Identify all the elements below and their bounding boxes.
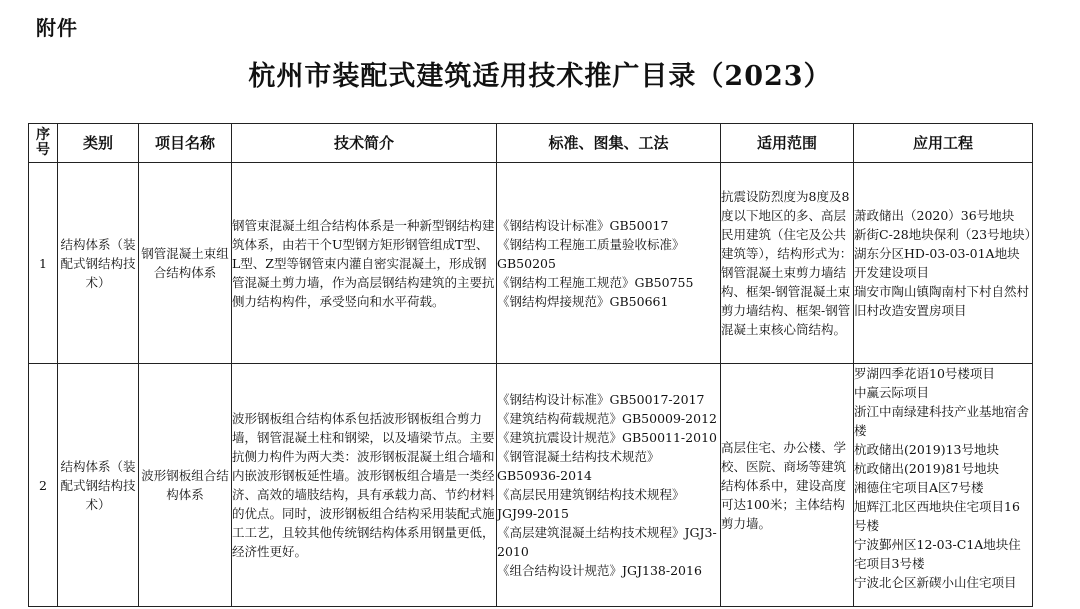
table-row: [29, 163, 1033, 364]
project-item: 罗湖四季花语10号楼项目: [854, 366, 995, 381]
column-header-projects: 应用工程: [854, 124, 1033, 163]
project-item: 湘德住宅项目A区7号楼: [854, 480, 984, 495]
table-row: [29, 364, 1033, 607]
standard-item: 《钢结构工程施工规范》GB50755: [497, 274, 694, 290]
row-tech-intro: 波形钢板组合结构体系包括波形钢板组合剪力墙，钢管混凝土柱和钢梁，以及墙梁节点。主要抗侧力构件为两大类：波形钢板混凝土组合墙和内嵌波形钢板延性墙。波形钢板组合墙是一类经济、高效的墙肢结构，具有承载力高、节约材料的优点。同时，波形钢板组合结构采用装配式施工工艺，且较其他传统钢结构体系用钢量更低，经济性更好。: [232, 364, 497, 607]
project-item: 浙江中南绿建科技产业基地宿舍楼: [854, 404, 1030, 438]
table-header-row: [29, 124, 1033, 163]
standard-item: 《建筑抗震设计规范》GB50011-2010: [497, 430, 717, 445]
project-item: 新街C-28地块保利（23号地块）: [854, 227, 1038, 242]
project-item: 瑞安市陶山镇陶南村下村自然村旧村改造安置房项目: [854, 284, 1030, 318]
standard-item: 《钢结构焊接规范》GB50661: [497, 293, 669, 309]
row-projects: [854, 364, 1033, 607]
row-standards: [497, 163, 721, 364]
standard-item: 《钢结构设计标准》GB50017: [497, 217, 669, 233]
row-standards: [497, 364, 721, 607]
row-scope: 抗震设防烈度为8度及8度以下地区的多、高层民用建筑（住宅及公共建筑等），结构形式为：钢管混凝土束剪力墙结构、框架-钢管混凝土束剪力墙结构、框架-钢管混凝土束核心筒结构。: [721, 163, 854, 364]
project-item: 宁波鄞州区12-03-C1A地块住宅项目3号楼: [854, 537, 1021, 571]
project-item: 萧政储出（2020）36号地块: [854, 208, 1015, 223]
document-title: 杭州市装配式建筑适用技术推广目录（2023）: [248, 61, 832, 92]
project-item: 杭政储出(2019)13号地块: [854, 442, 999, 457]
row-project-name: 波形钢板组合结构体系: [139, 364, 232, 607]
row-number: 1: [29, 163, 58, 364]
column-header-standards: 标准、图集、工法: [497, 124, 721, 163]
standard-item: 《高层民用建筑钢结构技术规程》JGJ99-2015: [497, 487, 685, 521]
column-header-scope: 适用范围: [721, 124, 854, 163]
standard-item: 《建筑结构荷载规范》GB50009-2012: [497, 411, 717, 426]
column-header-name: 项目名称: [139, 124, 232, 163]
technology-catalog-table: [28, 123, 1038, 607]
row-category: 结构体系（装配式钢结构技术）: [58, 364, 139, 607]
project-item: 宁波北仑区新碶小山住宅项目: [854, 575, 1017, 590]
project-item: 中赢云际项目: [854, 385, 930, 400]
row-category: 结构体系（装配式钢结构技术）: [58, 163, 139, 364]
standard-item: 《钢结构工程施工质量验收标准》GB50205: [497, 236, 685, 271]
standard-item: 《钢结构设计标准》GB50017-2017: [497, 392, 705, 407]
standard-item: 《钢管混凝土结构技术规范》GB50936-2014: [497, 449, 660, 483]
attachment-label: 附件: [36, 16, 78, 40]
project-item: 湖东分区HD-03-03-01A地块开发建设项目: [854, 246, 1020, 280]
row-projects: [854, 163, 1038, 364]
row-tech-intro: 钢管束混凝土组合结构体系是一种新型钢结构建筑体系，由若干个U型钢方矩形钢管组成T型、L型、Z型等钢管束内灌自密实混凝土，形成钢管混凝土剪力墙，作为高层钢结构建筑的主要抗侧力结构构件，承受竖向和水平荷载。: [232, 163, 497, 364]
project-item: 杭政储出(2019)81号地块: [854, 461, 999, 476]
standard-item: 《高层建筑混凝土结构技术规程》JGJ3-2010: [497, 525, 717, 559]
row-scope: 高层住宅、办公楼、学校、医院、商场等建筑结构体系中，建设高度可达100米；主体结构剪力墙。: [721, 364, 854, 607]
row-project-name: 钢管混凝土束组合结构体系: [139, 163, 232, 364]
column-header-intro: 技术简介: [232, 124, 497, 163]
project-item: 旭辉江北区西地块住宅项目16号楼: [854, 499, 1020, 533]
column-header-no: 序号: [29, 124, 58, 163]
standard-item: 《组合结构设计规范》JGJ138-2016: [497, 563, 702, 578]
row-number: 2: [29, 364, 58, 607]
column-header-category: 类别: [58, 124, 139, 163]
